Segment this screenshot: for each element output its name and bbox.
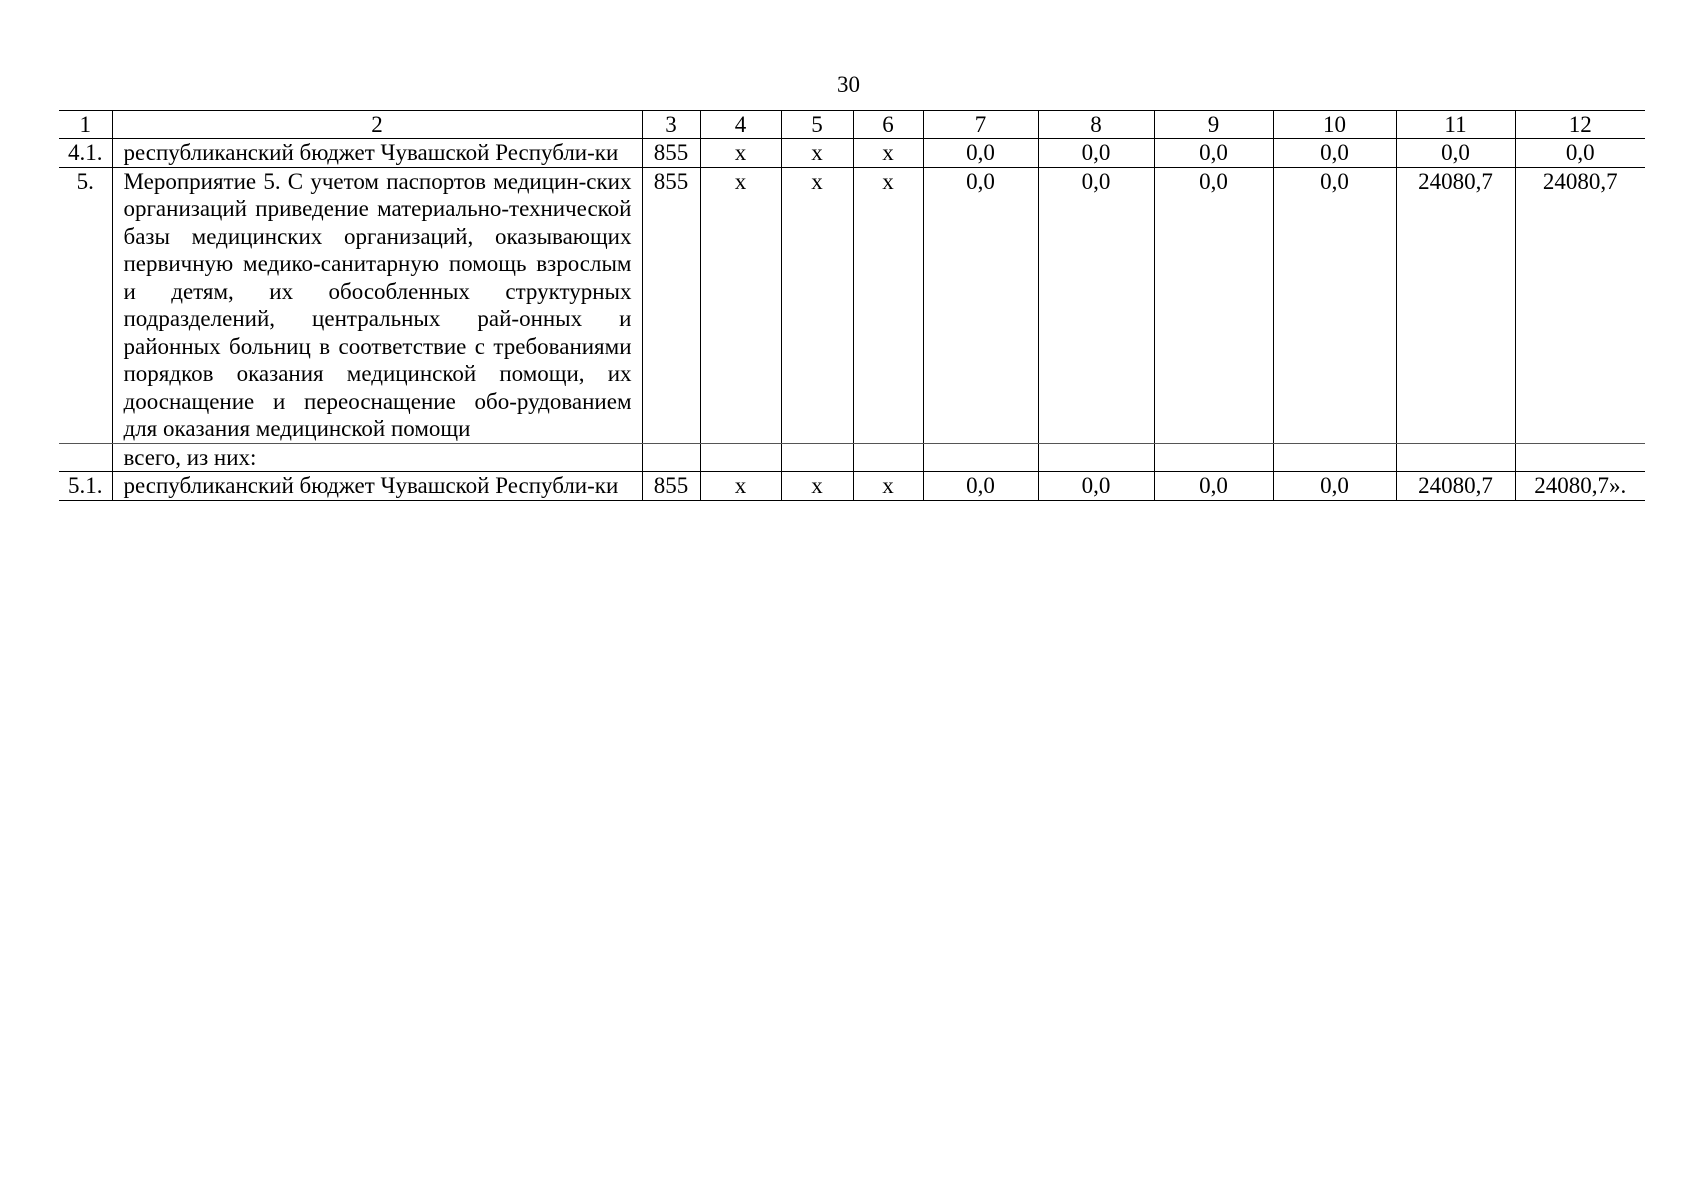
column-header: 3	[642, 111, 700, 139]
table-row	[59, 443, 1645, 472]
column-header: 2	[112, 111, 642, 139]
table-cell: 0,0	[1038, 472, 1154, 501]
column-header: 6	[853, 111, 923, 139]
table-cell: 0,0	[1154, 139, 1273, 168]
row-name: Мероприятие 5. С учетом паспортов медицин-ских организаций приведение материально-технической базы медицинских организаций, оказывающих первичную медико-санитарную помощь взрослым и детям, их обособленных структурных подразделений, центральных рай-онных и районных больниц в соответствие с требованиями порядков оказания медицинской помощи, их дооснащение и переоснащение обо-рудованием для оказания медицинской помощи	[112, 167, 642, 443]
table-cell: 0,0	[1273, 139, 1396, 168]
page-number: 30	[837, 72, 860, 97]
table-cell: 0,0	[1396, 139, 1515, 168]
table-cell	[642, 443, 700, 472]
row-name: республиканский бюджет Чувашской Республи-ки	[112, 472, 642, 501]
column-header: 5	[781, 111, 853, 139]
table-cell	[923, 443, 1038, 472]
table-cell: 0,0	[923, 167, 1038, 443]
column-header: 8	[1038, 111, 1154, 139]
table-cell: 0,0	[1273, 167, 1396, 443]
table-cell: 0,0	[1038, 167, 1154, 443]
table-cell	[1396, 443, 1515, 472]
table-cell: x	[853, 139, 923, 168]
table-cell	[853, 443, 923, 472]
table-cell	[781, 443, 853, 472]
table-cell: 0,0	[1273, 472, 1396, 501]
row-number: 4.1.	[59, 139, 112, 168]
column-header: 1	[59, 111, 112, 139]
table-cell: x	[781, 472, 853, 501]
column-header: 12	[1515, 111, 1645, 139]
table-header-row	[59, 111, 1645, 139]
table-cell: x	[853, 167, 923, 443]
column-header: 10	[1273, 111, 1396, 139]
table-cell: 855	[642, 472, 700, 501]
table-cell: 0,0	[1154, 167, 1273, 443]
column-header: 4	[700, 111, 781, 139]
table-cell: 24080,7	[1396, 167, 1515, 443]
column-header: 11	[1396, 111, 1515, 139]
table-cell: x	[781, 139, 853, 168]
table-cell: x	[700, 472, 781, 501]
table-cell: 0,0	[923, 472, 1038, 501]
table-cell: 24080,7	[1396, 472, 1515, 501]
table-cell	[1515, 443, 1645, 472]
table-row	[59, 167, 1645, 443]
table-cell: 0,0	[923, 139, 1038, 168]
table-cell: 855	[642, 139, 700, 168]
table-cell: x	[853, 472, 923, 501]
table-cell	[700, 443, 781, 472]
table-cell: 24080,7».	[1515, 472, 1645, 501]
row-number	[59, 443, 112, 472]
table-cell	[1154, 443, 1273, 472]
row-number: 5.	[59, 167, 112, 443]
column-header: 7	[923, 111, 1038, 139]
table-cell: 0,0	[1154, 472, 1273, 501]
row-number: 5.1.	[59, 472, 112, 501]
table-row	[59, 472, 1645, 501]
table-cell: x	[781, 167, 853, 443]
table-cell: 0,0	[1515, 139, 1645, 168]
table-cell: 855	[642, 167, 700, 443]
table-cell	[1038, 443, 1154, 472]
row-name: республиканский бюджет Чувашской Республи-ки	[112, 139, 642, 168]
row-name: всего, из них:	[112, 443, 642, 472]
column-header: 9	[1154, 111, 1273, 139]
table-cell: 0,0	[1038, 139, 1154, 168]
table-row	[59, 139, 1645, 168]
table-cell: x	[700, 139, 781, 168]
table-cell: x	[700, 167, 781, 443]
budget-table	[59, 110, 1645, 501]
table-cell: 24080,7	[1515, 167, 1645, 443]
table-cell	[1273, 443, 1396, 472]
